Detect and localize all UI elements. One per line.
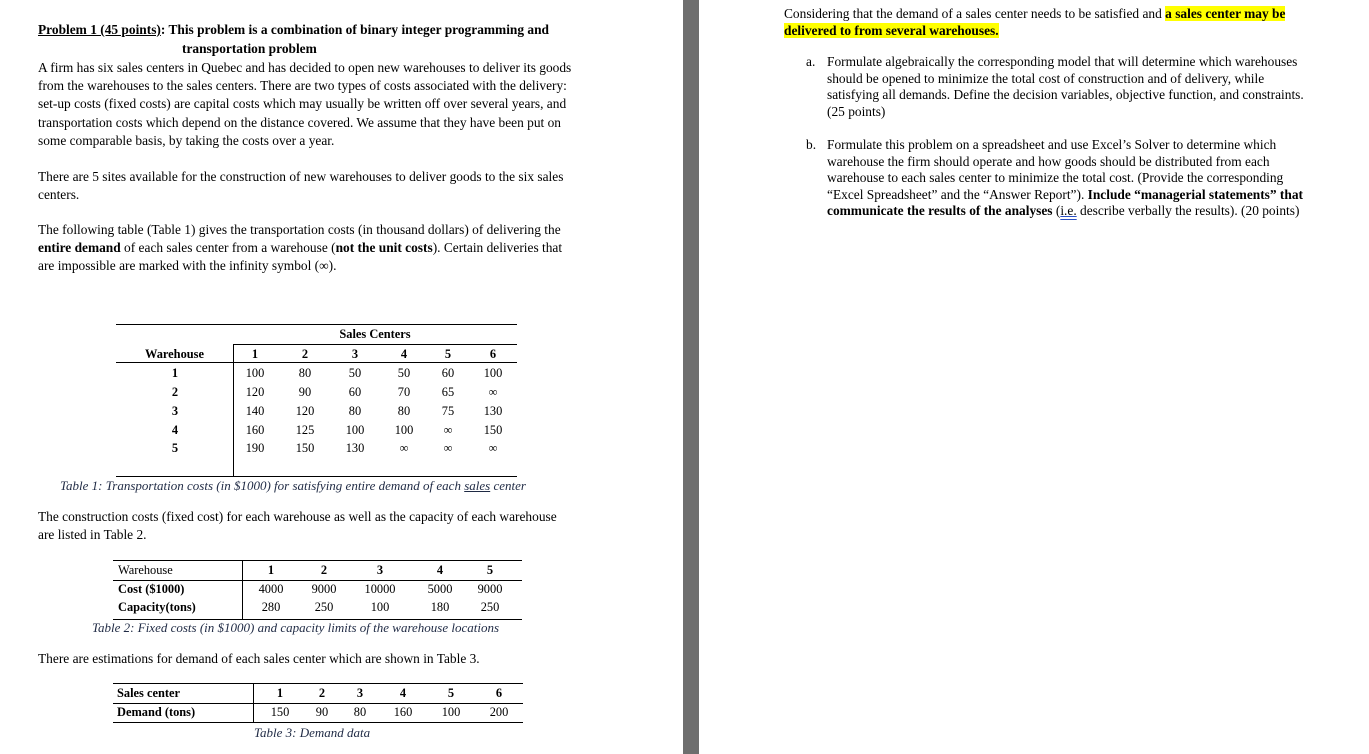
- intro-line: set-up costs (fixed costs) are capital costs which may usually be written off over several years, and: [38, 96, 567, 112]
- column-header: 3: [376, 563, 384, 577]
- ie-abbreviation: i.e.: [1060, 203, 1077, 219]
- row-label: 3: [171, 404, 179, 418]
- table-intro-paragraph: [38, 221, 638, 276]
- column-header: 1: [267, 563, 275, 577]
- table-cell: 50: [348, 366, 362, 380]
- table-cell: 90: [298, 385, 312, 399]
- table-rule: [116, 476, 517, 477]
- table-cell: 10000: [364, 582, 396, 596]
- table-cell: ∞: [399, 441, 409, 455]
- table-cell: 100: [245, 366, 265, 380]
- item-b-line: warehouse the firm should operate and how goods should be distributed from each: [827, 153, 1270, 169]
- table1-caption-text: Table 1: Transportation costs (in $1000) for satisfying entire demand of each: [60, 478, 465, 493]
- table-rule: [233, 344, 517, 345]
- table-cell: 125: [295, 423, 315, 437]
- highlighted-text: delivered to from several warehouses.: [784, 23, 999, 38]
- table-cell: 80: [348, 404, 362, 418]
- table-cell: 100: [394, 423, 414, 437]
- table-rule: [113, 703, 523, 704]
- table-cell: 200: [489, 705, 509, 719]
- table1-caption: [60, 478, 526, 494]
- document-page-left: [0, 0, 683, 754]
- table1-caption-end: center: [490, 478, 526, 493]
- column-header: 2: [320, 563, 328, 577]
- sales-center-header: Sales center: [117, 686, 180, 700]
- table-cell: ∞: [443, 423, 453, 437]
- item-b-line: warehouse to each sales center to minimize the total cost. (Provide the corresponding: [827, 170, 1284, 186]
- sales-centers-header: Sales Centers: [339, 327, 411, 341]
- not-unit-costs-bold: not the unit costs: [335, 240, 433, 256]
- item-a-line: (25 points): [827, 103, 886, 119]
- document-page-right: [699, 0, 1369, 754]
- table-cell: 180: [430, 600, 450, 614]
- row-label: Cost ($1000): [118, 582, 185, 596]
- right-intro-plain: Considering that the demand of a sales center needs to be satisfied and: [784, 6, 1166, 21]
- column-header: 4: [399, 686, 407, 700]
- table-cell: 80: [298, 366, 312, 380]
- column-header: 1: [251, 347, 259, 361]
- table-rule: [116, 362, 517, 363]
- table-vertical-rule: [233, 344, 234, 477]
- table-cell: 100: [345, 423, 365, 437]
- row-label: 4: [171, 423, 179, 437]
- right-intro-paragraph: [784, 5, 1359, 39]
- item-b-line5-mid: (: [1052, 203, 1061, 219]
- column-header: 2: [301, 347, 309, 361]
- table-cell: 250: [480, 600, 500, 614]
- column-header: 2: [318, 686, 326, 700]
- table-cell: 80: [353, 705, 367, 719]
- item-b-line5: [827, 203, 1362, 220]
- table-cell: 80: [397, 404, 411, 418]
- table-cell: 160: [393, 705, 413, 719]
- item-b-line4-plain: “Excel Spreadsheet” and the “Answer Report”).: [827, 186, 1088, 202]
- column-header: 3: [356, 686, 364, 700]
- highlighted-text: a sales center may be: [1165, 6, 1286, 21]
- right-intro-line1: [784, 5, 1359, 22]
- item-a-line: satisfying all demands. Define the decision variables, objective function, and constraints.: [827, 87, 1304, 103]
- item-b-line5-end: describe verbally the results). (20 points): [1076, 203, 1300, 219]
- table-rule: [116, 324, 517, 325]
- row-label: 1: [171, 366, 179, 380]
- table-vertical-rule: [242, 560, 243, 620]
- row-label: 5: [171, 441, 179, 455]
- warehouse-header: Warehouse: [145, 347, 204, 361]
- column-header: 4: [400, 347, 408, 361]
- demand-paragraph: There are estimations for demand of each sales center which are shown in Table 3.: [38, 651, 480, 666]
- demand-row-label: Demand (tons): [117, 705, 196, 719]
- table-cell: 50: [397, 366, 411, 380]
- column-header: 6: [495, 686, 503, 700]
- item-a-text: [827, 54, 1362, 120]
- problem-heading: [38, 21, 638, 39]
- table-cell: ∞: [488, 441, 498, 455]
- table-cell: 90: [315, 705, 329, 719]
- column-header: 5: [486, 563, 494, 577]
- table-cell: 4000: [258, 582, 284, 596]
- table-intro-end: ). Certain deliveries that: [432, 240, 563, 256]
- intro-line: from the warehouses to the sales centers. There are two types of costs associated with the delivery:: [38, 78, 567, 94]
- sites-line: centers.: [38, 187, 80, 203]
- item-a-label: a.: [806, 54, 816, 69]
- table1-caption-underlined: sales: [464, 478, 491, 493]
- table-cell: 280: [261, 600, 281, 614]
- sites-paragraph: [38, 168, 638, 204]
- page-divider: [683, 0, 699, 754]
- item-a-line: should be opened to minimize the total cost of construction and of delivery, while: [827, 70, 1265, 86]
- table-rule: [113, 683, 523, 684]
- intro-line: A firm has six sales centers in Quebec and has decided to open new warehouses to deliver its goods: [38, 60, 572, 75]
- column-header: 5: [444, 347, 452, 361]
- table-intro-line2: [38, 239, 638, 257]
- table-intro-line: are impossible are marked with the infinity symbol (∞).: [38, 258, 337, 274]
- table2-caption: Table 2: Fixed costs (in $1000) and capacity limits of the warehouse locations: [92, 620, 500, 635]
- table-vertical-rule: [253, 683, 254, 723]
- column-header: 4: [436, 563, 444, 577]
- warehouse-header: Warehouse: [118, 563, 173, 577]
- table-cell: 65: [441, 385, 455, 399]
- item-b-label: b.: [806, 137, 817, 152]
- table-cell: 160: [245, 423, 265, 437]
- column-header: 3: [351, 347, 359, 361]
- table-cell: 190: [245, 441, 265, 455]
- item-b-line5-bold: communicate the results of the analyses: [827, 203, 1053, 219]
- table-cell: 100: [483, 366, 503, 380]
- row-label: Capacity(tons): [118, 600, 196, 614]
- construction-line: The construction costs (fixed cost) for each warehouse as well as the capacity of each warehouse: [38, 509, 557, 524]
- table-cell: 5000: [427, 582, 453, 596]
- entire-demand-bold: entire demand: [38, 240, 121, 256]
- construction-line: are listed in Table 2.: [38, 527, 147, 543]
- problem-heading-line2: transportation problem: [182, 41, 317, 56]
- table-cell: 250: [314, 600, 334, 614]
- table-cell: 130: [483, 404, 503, 418]
- table-intro-mid: of each sales center from a warehouse (: [120, 240, 336, 256]
- table-cell: 100: [441, 705, 461, 719]
- table-cell: 130: [345, 441, 365, 455]
- table-cell: ∞: [488, 385, 498, 399]
- table-cell: 140: [245, 404, 265, 418]
- table-cell: 150: [483, 423, 503, 437]
- sites-line: There are 5 sites available for the construction of new warehouses to deliver goods to the six sales: [38, 169, 564, 184]
- table-cell: 120: [295, 404, 315, 418]
- item-b-line4-bold: Include “managerial statements” that: [1087, 186, 1303, 202]
- table-rule: [113, 560, 522, 561]
- table-cell: 100: [370, 600, 390, 614]
- table-rule: [113, 580, 522, 581]
- construction-paragraph: [38, 508, 638, 544]
- table-rule: [113, 722, 523, 723]
- problem-heading-rest: : This problem is a combination of binary integer programming and: [160, 22, 549, 37]
- table-cell: ∞: [443, 441, 453, 455]
- intro-paragraph: [38, 59, 638, 150]
- row-label: 2: [171, 385, 179, 399]
- table-cell: 60: [348, 385, 362, 399]
- problem-heading-title: Problem 1 (45 points): [38, 22, 161, 37]
- table-cell: 75: [441, 404, 455, 418]
- item-a-line: Formulate algebraically the corresponding model that will determine which warehouses: [827, 54, 1298, 69]
- table3-caption: Table 3: Demand data: [254, 725, 371, 740]
- intro-line: some comparable basis, by taking the costs over a year.: [38, 132, 335, 148]
- table-cell: 150: [295, 441, 315, 455]
- item-b-line4: [827, 187, 1362, 204]
- table-cell: 150: [270, 705, 290, 719]
- right-intro-line2: [784, 22, 1359, 39]
- table-intro-line: The following table (Table 1) gives the transportation costs (in thousand dollars) of delivering the: [38, 222, 561, 237]
- table-cell: 9000: [311, 582, 337, 596]
- item-b-line: Formulate this problem on a spreadsheet and use Excel’s Solver to determine which: [827, 137, 1277, 152]
- column-header: 6: [489, 347, 497, 361]
- table-cell: 120: [245, 385, 265, 399]
- item-b-text: [827, 137, 1362, 220]
- table-cell: 60: [441, 366, 455, 380]
- table-cell: 70: [397, 385, 411, 399]
- column-header: 5: [447, 686, 455, 700]
- column-header: 1: [276, 686, 284, 700]
- table-cell: 9000: [477, 582, 503, 596]
- intro-line: transportation costs which depend on the distance covered. We assume that they have been put on: [38, 114, 561, 130]
